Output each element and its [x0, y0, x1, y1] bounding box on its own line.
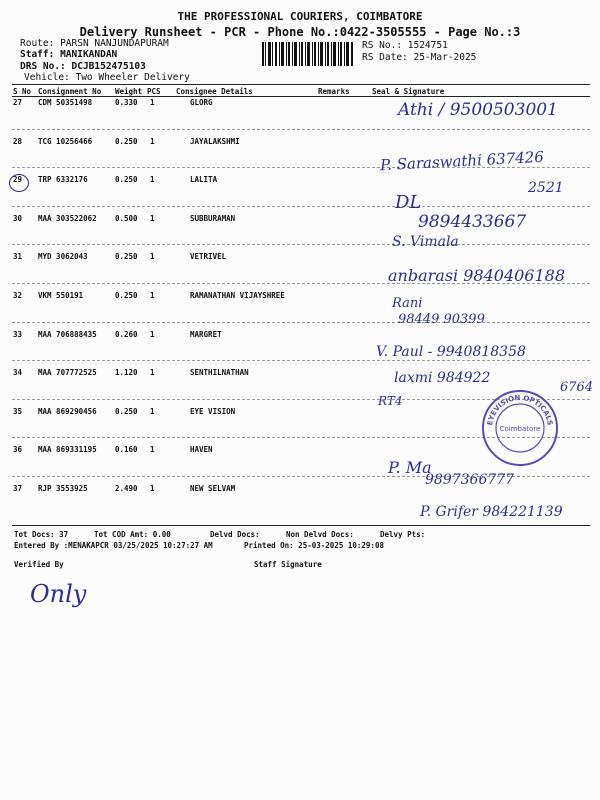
- cell-sno: 31: [13, 252, 23, 262]
- cell-consignment: CDM 50351498: [38, 98, 93, 107]
- non-delvd-docs: Non Delvd Docs:: [286, 530, 354, 539]
- cell-consignee: EYE VISION: [190, 406, 236, 416]
- cell-sno: 28: [13, 136, 23, 146]
- cell-consignment: TCG 10256466: [38, 136, 93, 146]
- handwritten-sign: anbarasi 9840406188: [388, 266, 566, 285]
- delvd-docs: Delvd Docs:: [210, 530, 260, 539]
- cell-pcs: 1: [150, 252, 155, 262]
- col-consignment: Consignment No: [38, 87, 102, 96]
- cell-pcs: 1: [150, 329, 155, 339]
- cell-weight: 0.250: [115, 252, 138, 262]
- drs-label: DRS No.:: [20, 61, 66, 72]
- cell-consignee: VETRIVEL: [190, 252, 227, 262]
- cell-sno: 29: [13, 175, 23, 185]
- cell-consignee: HAVEN: [190, 445, 213, 455]
- cell-consignee: RAMANATHAN VIJAYSHREE: [190, 291, 285, 300]
- cell-weight: 2.490: [115, 484, 138, 493]
- staff-line: [20, 49, 117, 60]
- row-separator: [12, 206, 590, 207]
- cell-weight: 0.250: [115, 175, 138, 185]
- handwritten-sign: 98449 90399: [398, 312, 485, 327]
- col-remarks: Remarks: [318, 87, 350, 96]
- barcode: [262, 42, 354, 66]
- stamp-top-text: EYEVISION OPTICALS: [486, 393, 554, 427]
- cell-consignment: MAA 303522062: [38, 213, 97, 223]
- cell-consignee: MARGRET: [190, 329, 222, 339]
- route-label: Route:: [20, 38, 55, 49]
- cell-consignee: JAYALAKSHMI: [190, 136, 240, 146]
- cell-weight: 0.500: [115, 213, 138, 223]
- table-top-rule: [12, 84, 590, 85]
- cell-weight: 1.120: [115, 368, 138, 378]
- cell-weight: 0.250: [115, 406, 138, 416]
- cell-pcs: 1: [150, 213, 155, 223]
- company-title: THE PROFESSIONAL COURIERS, COIMBATORE: [177, 10, 423, 23]
- cell-sno: 27: [13, 98, 23, 107]
- handwritten-sign: RT4: [378, 394, 403, 408]
- cell-sno: 33: [13, 329, 23, 339]
- cell-sno: 30: [13, 213, 23, 223]
- drs-line: [20, 61, 146, 72]
- cell-consignee: SUBBURAMAN: [190, 213, 236, 223]
- cell-consignment: MAA 869331195: [38, 445, 97, 455]
- handwritten-sign: V. Paul - 9940818358: [376, 344, 526, 360]
- row-separator: [12, 322, 590, 323]
- cell-consignee: LALITA: [190, 175, 218, 185]
- cell-consignee: NEW SELVAM: [190, 484, 236, 493]
- cell-consignment: VKM 550191: [38, 291, 84, 300]
- stamp-center-text: Coimbatore: [499, 425, 541, 433]
- route-value: PARSN NANJUNDAPURAM: [60, 38, 169, 49]
- cell-sno: 34: [13, 368, 23, 378]
- handwritten-sign: laxmi 984922: [394, 370, 491, 386]
- cell-sno: 35: [13, 406, 23, 416]
- cell-pcs: 1: [150, 136, 155, 146]
- handwritten-sign: 9897366777: [425, 472, 515, 488]
- staff-label: Staff:: [20, 49, 55, 60]
- delvy-pts: Delvy Pts:: [380, 530, 426, 539]
- cell-consignee: GLORG: [190, 98, 213, 107]
- handwritten-sign: Rani: [392, 296, 423, 311]
- handwritten-sign: 6764: [560, 380, 594, 395]
- entered-by: Entered By :MENAKAPCR 03/25/2025 10:27:27 AM: [14, 541, 213, 550]
- cell-consignment: MAA 706888435: [38, 329, 97, 339]
- staff-signature-label: Staff Signature: [254, 560, 322, 569]
- row-separator: [12, 360, 590, 361]
- staff-value: MANIKANDAN: [60, 49, 118, 60]
- handwritten-sign: 2521: [528, 180, 564, 196]
- cell-weight: 0.250: [115, 136, 138, 146]
- verified-by-label: Verified By: [14, 560, 64, 569]
- tot-cod: Tot COD Amt: 0.00: [94, 530, 171, 539]
- table-header-rule: [12, 96, 590, 97]
- runsheet-title: Delivery Runsheet - PCR - Phone No.:0422-3505555 - Page No.:3: [79, 25, 521, 39]
- handwritten-sign: P. Ma: [388, 458, 432, 477]
- cell-weight: 0.330: [115, 98, 138, 107]
- cell-consignment: TRP 6332176: [38, 175, 88, 185]
- verifier-signature: Only: [30, 580, 87, 608]
- row-separator: [12, 244, 590, 245]
- cell-pcs: 1: [150, 406, 155, 416]
- handwritten-sign: Athi / 9500503001: [398, 100, 558, 120]
- cell-sno: 32: [13, 291, 23, 300]
- tot-docs: Tot Docs: 37: [14, 530, 69, 539]
- cell-sno: 37: [13, 484, 23, 493]
- rs-date: RS Date: 25-Mar-2025: [362, 52, 477, 63]
- col-seal-signature: Seal & Signature: [372, 87, 445, 96]
- col-sno: S No: [13, 87, 32, 96]
- vehicle-line: Vehicle: Two Wheeler Delivery: [24, 72, 190, 83]
- cell-consignee: SENTHILNATHAN: [190, 368, 249, 378]
- cell-pcs: 1: [150, 98, 155, 107]
- cell-pcs: 1: [150, 445, 155, 455]
- eyevision-stamp: [480, 388, 560, 468]
- drs-value: DCJB152475103: [71, 61, 146, 72]
- cell-pcs: 1: [150, 484, 155, 493]
- handwritten-sign: 9894433667: [418, 212, 527, 232]
- printed-on: Printed On: 25-03-2025 10:29:08: [244, 541, 384, 550]
- cell-sno: 36: [13, 445, 23, 455]
- handwritten-sign: S. Vimala: [392, 234, 459, 250]
- cell-consignment: MYD 3062043: [38, 252, 88, 262]
- cell-consignment: RJP 3553925: [38, 484, 88, 493]
- col-consignee: Consignee Details: [176, 87, 253, 96]
- route-line: [20, 38, 169, 49]
- rs-no: RS No.: 1524751: [362, 40, 448, 51]
- handwritten-sign: P. Grifer 984221139: [420, 504, 563, 520]
- cell-consignment: MAA 707772525: [38, 368, 97, 378]
- cell-pcs: 1: [150, 291, 155, 300]
- cell-weight: 0.260: [115, 329, 138, 339]
- col-pcs: PCS: [147, 87, 161, 96]
- col-weight: Weight: [115, 87, 143, 96]
- cell-weight: 0.160: [115, 445, 138, 455]
- cell-pcs: 1: [150, 175, 155, 185]
- handwritten-sign: DL: [395, 192, 422, 213]
- cell-pcs: 1: [150, 368, 155, 378]
- row-separator: [12, 129, 590, 130]
- handwritten-sign: P. Saraswathi 637426: [379, 147, 545, 175]
- cell-weight: 0.250: [115, 291, 138, 300]
- table-bottom-rule: [12, 525, 590, 526]
- cell-consignment: MAA 869290456: [38, 406, 97, 416]
- row-29-circle-mark: [9, 174, 29, 192]
